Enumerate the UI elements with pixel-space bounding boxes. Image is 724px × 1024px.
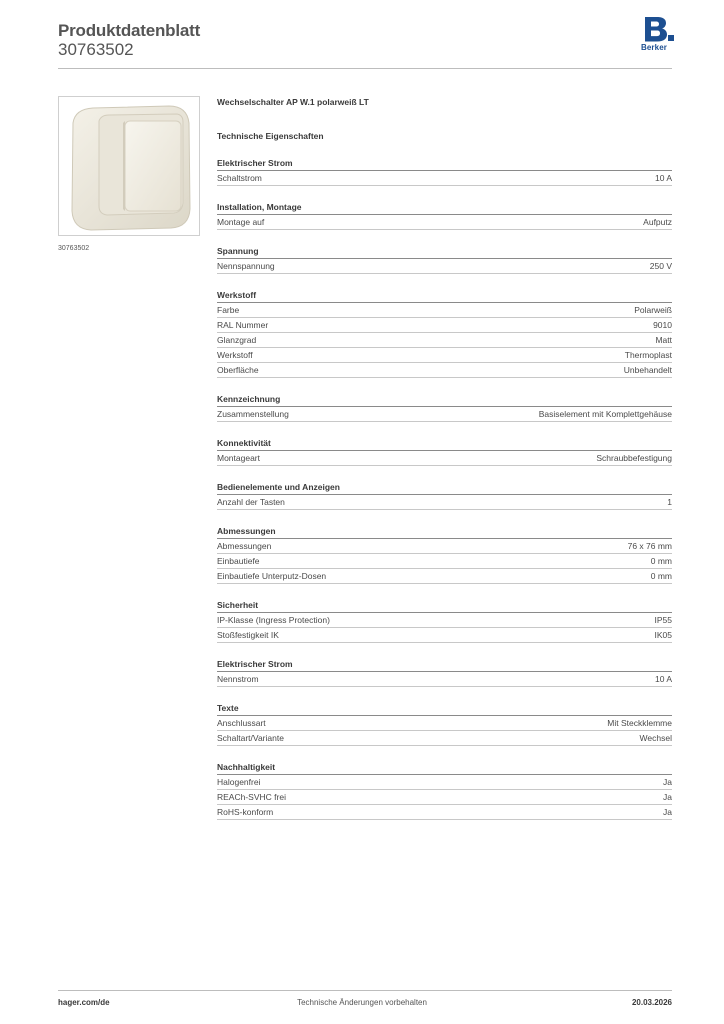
spec-row <box>217 716 672 731</box>
product-image <box>58 96 200 236</box>
spec-group <box>217 525 672 584</box>
spec-row <box>217 348 672 363</box>
spec-row <box>217 790 672 805</box>
spec-row <box>217 451 672 466</box>
spec-value: Matt <box>655 335 672 345</box>
footer-date: 20.03.2026 <box>631 998 672 1007</box>
spec-group-title: Elektrischer Strom <box>217 658 672 672</box>
spec-value: Polarweiß <box>634 305 672 315</box>
spec-group <box>217 599 672 643</box>
berker-logo-icon <box>641 16 675 42</box>
product-number: 30763502 <box>58 40 134 59</box>
spec-row <box>217 775 672 790</box>
spec-group <box>217 289 672 378</box>
spec-group-title: Nachhaltigkeit <box>217 761 672 775</box>
spec-group-title: Sicherheit <box>217 599 672 613</box>
spec-value: 0 mm <box>650 571 672 581</box>
header-divider <box>58 68 672 69</box>
spec-label: Montageart <box>217 453 260 463</box>
spec-label: Anzahl der Tasten <box>217 497 285 507</box>
spec-row <box>217 333 672 348</box>
spec-group-title: Texte <box>217 702 672 716</box>
spec-group-title: Konnektivität <box>217 437 672 451</box>
spec-row <box>217 539 672 554</box>
spec-label: Glanzgrad <box>217 335 257 345</box>
spec-group <box>217 201 672 230</box>
spec-value: 0 mm <box>650 556 672 566</box>
spec-row <box>217 303 672 318</box>
spec-row <box>217 407 672 422</box>
berker-logo[interactable] <box>641 16 675 54</box>
spec-label: Halogenfrei <box>217 777 261 787</box>
spec-label: Zusammenstellung <box>217 409 289 419</box>
spec-group <box>217 702 672 746</box>
spec-group <box>217 393 672 422</box>
spec-row <box>217 495 672 510</box>
spec-label: Einbautiefe <box>217 556 260 566</box>
spec-group <box>217 437 672 466</box>
spec-value: 76 x 76 mm <box>627 541 672 551</box>
spec-content <box>217 96 672 820</box>
spec-row <box>217 363 672 378</box>
spec-value: Thermoplast <box>624 350 672 360</box>
spec-group-title: Werkstoff <box>217 289 672 303</box>
spec-row <box>217 554 672 569</box>
spec-row <box>217 672 672 687</box>
footer-divider <box>58 990 672 991</box>
spec-label: Abmessungen <box>217 541 272 551</box>
spec-label: Werkstoff <box>217 350 253 360</box>
switch-illustration <box>59 97 199 235</box>
spec-row <box>217 805 672 820</box>
spec-label: Einbautiefe Unterputz-Dosen <box>217 571 327 581</box>
spec-label: Schaltstrom <box>217 173 262 183</box>
spec-groups <box>217 157 672 820</box>
spec-row <box>217 171 672 186</box>
spec-label: Oberfläche <box>217 365 259 375</box>
spec-value: 10 A <box>654 173 672 183</box>
spec-row <box>217 259 672 274</box>
spec-value: Wechsel <box>639 733 672 743</box>
spec-value: 9010 <box>653 320 672 330</box>
page-title: Produktdatenblatt <box>58 21 201 40</box>
spec-label: Schaltart/Variante <box>217 733 284 743</box>
product-name: Wechselschalter AP W.1 polarweiß LT <box>217 97 369 107</box>
spec-value: Schraubbefestigung <box>596 453 672 463</box>
spec-label: Nennstrom <box>217 674 259 684</box>
spec-label: RoHS-konform <box>217 807 274 817</box>
brand-name: Berker <box>641 43 667 52</box>
spec-row <box>217 215 672 230</box>
spec-row <box>217 613 672 628</box>
spec-row <box>217 628 672 643</box>
spec-row <box>217 569 672 584</box>
spec-value: Ja <box>663 792 672 802</box>
spec-label: IP-Klasse (Ingress Protection) <box>217 615 330 625</box>
spec-label: Nennspannung <box>217 261 275 271</box>
spec-row <box>217 318 672 333</box>
spec-value: Aufputz <box>643 217 672 227</box>
spec-group-title: Installation, Montage <box>217 201 672 215</box>
spec-label: REACh-SVHC frei <box>217 792 286 802</box>
spec-group <box>217 481 672 510</box>
spec-value: 1 <box>667 497 672 507</box>
spec-value: IK05 <box>654 630 672 640</box>
spec-group-title: Bedienelemente und Anzeigen <box>217 481 672 495</box>
footer-disclaimer: Technische Änderungen vorbehalten <box>297 998 427 1007</box>
spec-value: IP55 <box>654 615 672 625</box>
spec-label: Stoßfestigkeit IK <box>217 630 279 640</box>
footer-website-link[interactable]: hager.com/de <box>58 998 110 1007</box>
spec-group <box>217 761 672 820</box>
spec-value: Basiselement mit Komplettgehäuse <box>538 409 672 419</box>
spec-row <box>217 731 672 746</box>
spec-group-title: Spannung <box>217 245 672 259</box>
spec-group <box>217 157 672 186</box>
spec-group-title: Kennzeichnung <box>217 393 672 407</box>
spec-label: Anschlussart <box>217 718 266 728</box>
spec-group-title: Elektrischer Strom <box>217 157 672 171</box>
image-caption: 30763502 <box>58 245 90 252</box>
spec-label: RAL Nummer <box>217 320 269 330</box>
spec-group <box>217 245 672 274</box>
spec-value: 10 A <box>654 674 672 684</box>
spec-value: Mit Steckklemme <box>607 718 672 728</box>
spec-label: Montage auf <box>217 217 265 227</box>
spec-group <box>217 658 672 687</box>
spec-group-title: Abmessungen <box>217 525 672 539</box>
section-title: Technische Eigenschaften <box>217 131 324 141</box>
spec-label: Farbe <box>217 305 240 315</box>
spec-value: Unbehandelt <box>623 365 672 375</box>
spec-value: 250 V <box>649 261 672 271</box>
spec-value: Ja <box>663 777 672 787</box>
spec-value: Ja <box>663 807 672 817</box>
